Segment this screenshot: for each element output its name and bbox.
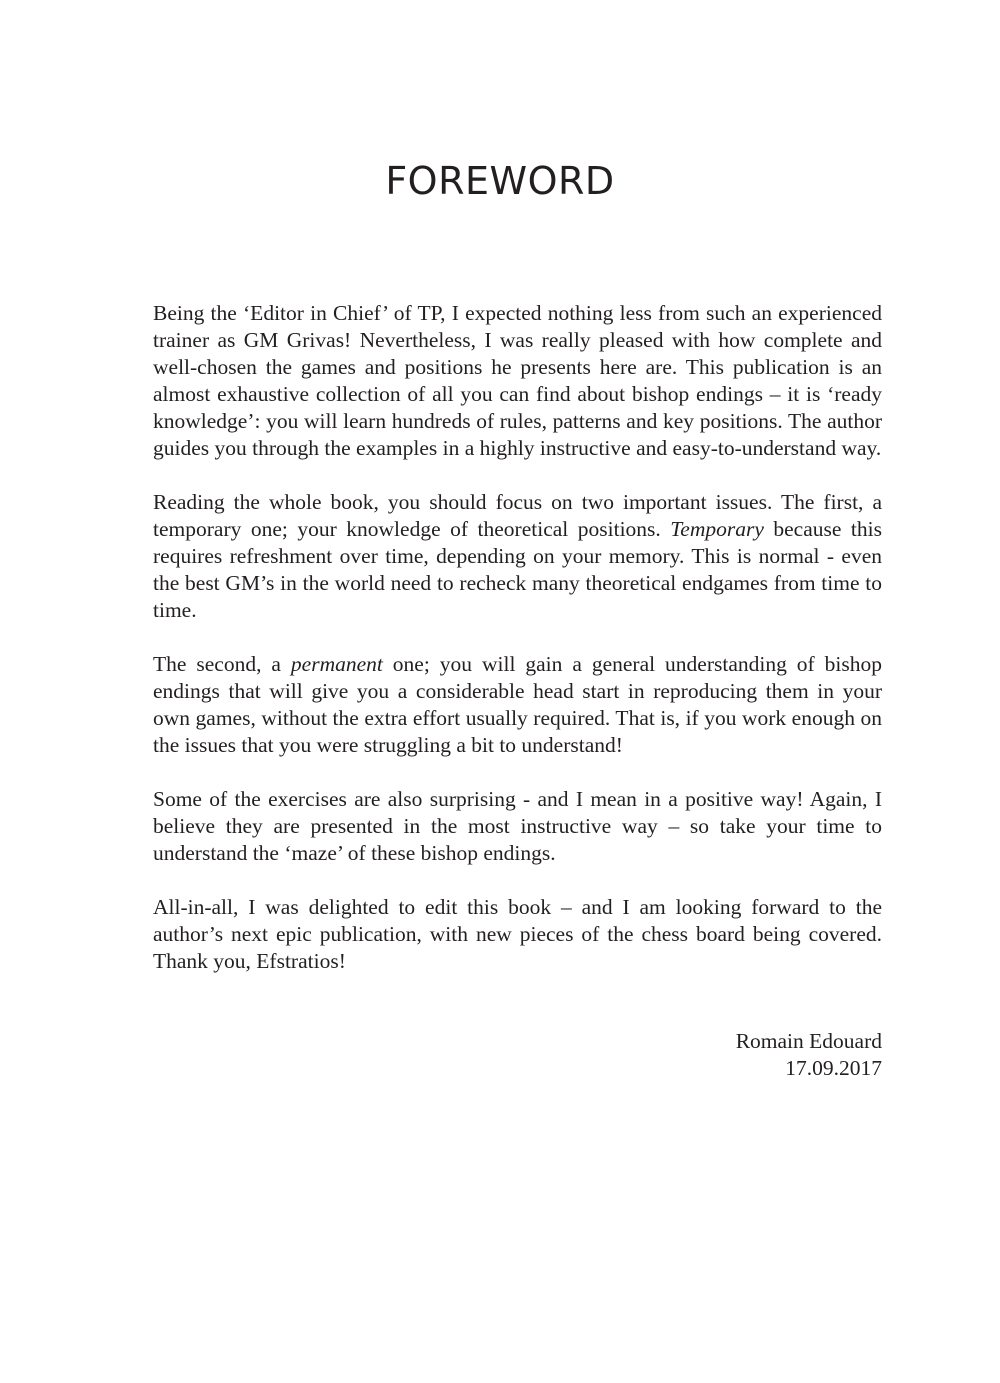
paragraph-3-text-start: The second, a	[153, 652, 291, 676]
paragraph-5-text: All-in-all, I was delighted to edit this book – and I am looking forward to the author’s next epic publication, with new pieces of the chess board being covered. Thank you, Efstratios!	[153, 895, 882, 973]
signature-name: Romain Edouard	[735, 1029, 882, 1053]
paragraph-3-text-end: one; you will gain a general understanding of bishop endings that will give you a considerable head start in reproducing them in your own games, without the extra effort usually required. That is, if you work enough on the issues that you were struggling a bit to understand!	[153, 652, 883, 757]
signature-date: 17.09.2017	[785, 1056, 882, 1080]
paragraph-4	[153, 786, 882, 867]
paragraph-2-text-start: Reading the whole book, you should focus on two important issues. The first, a temporary one; your knowledge of theoretical positions.	[153, 490, 882, 541]
paragraph-4-text: Some of the exercises are also surprising - and I mean in a positive way! Again, I believe they are presented in the most instructive way – so take your time to understand the ‘maze’ of these bishop endings.	[153, 787, 882, 865]
paragraph-3	[153, 651, 882, 759]
page-title: FOREWORD	[385, 159, 615, 203]
paragraph-1-text: Being the ‘Editor in Chief’ of TP, I expected nothing less from such an experienced trainer as GM Grivas! Nevertheless, I was really pleased with how complete and well-chosen the games and positions he presents here are. This publication is an almost exhaustive collection of all you can find about bishop endings – it is ‘ready knowledge’: you will learn hundreds of rules, patterns and key positions. The author guides you through the examples in a highly instructive and easy-to-understand way.	[153, 301, 882, 460]
paragraph-5	[153, 894, 882, 975]
paragraph-2	[153, 489, 882, 624]
paragraph-3-emphasis-permanent: permanent	[290, 652, 383, 676]
signature-block	[600, 1028, 882, 1082]
foreword-body	[153, 300, 882, 1002]
paragraph-1	[153, 300, 882, 462]
paragraph-2-emphasis-temporary: Temporary	[670, 517, 764, 541]
paragraph-2-text-end: because this requires refreshment over time, depending on your memory. This is normal - even the best GM’s in the world need to recheck many theoretical endgames from time to time.	[153, 517, 882, 622]
